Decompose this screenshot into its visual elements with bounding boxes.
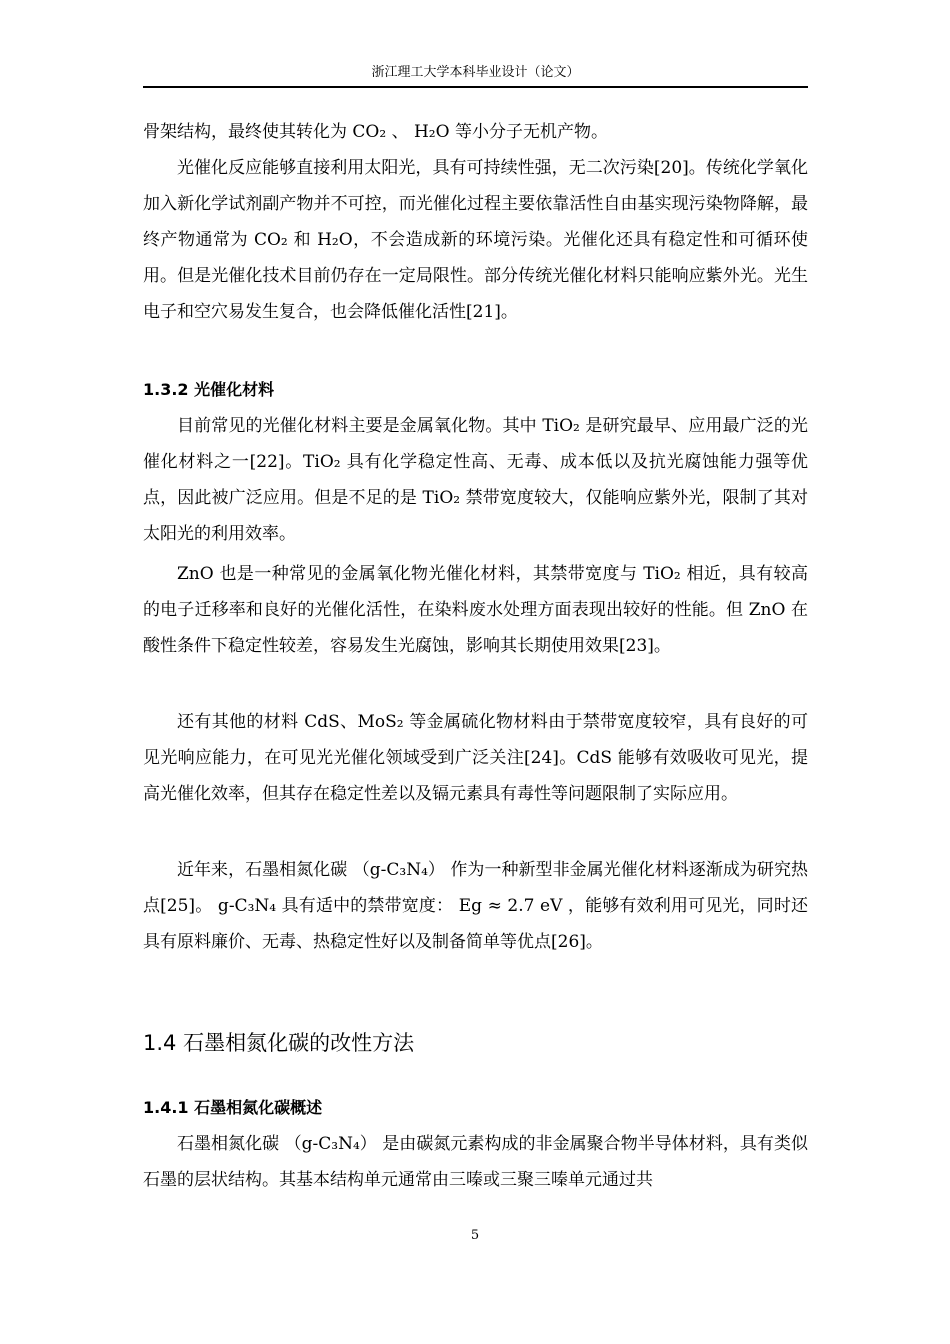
heading-1-4: 1.4 石墨相氮化碳的改性方法 (143, 1031, 415, 1055)
paragraph-zno: ZnO 也是一种常见的金属氧化物光催化材料，其禁带宽度与 TiO₂ 相近，具有较高的电子迁移率和良好的光催化活性，在染料废水处理方面表现出较好的性能。但 ZnO 在酸性条件下稳定性较差，容易发生光腐蚀，影响其长期使用效果[23]。 (143, 564, 808, 656)
heading-1-4-1: 1.4.1 石墨相氮化碳概述 (143, 1098, 323, 1117)
page-number: 5 (470, 1228, 480, 1243)
paragraph-gc3n4-overview: 石墨相氮化碳 （g-C₃N₄） 是由碳氮元素构成的非金属聚合物半导体材料，具有类似石墨的层状结构。其基本结构单元通常由三嗪或三聚三嗪单元通过共 (143, 1134, 808, 1190)
paragraph-gc3n4: 近年来，石墨相氮化碳 （g-C₃N₄） 作为一种新型非金属光催化材料逐渐成为研究热点[25]。 g-C₃N₄ 具有适中的禁带宽度： Eg ≈ 2.7 eV ，能够有效利用可见光，同时还具有原料廉价、无毒、热稳定性好以及制备简单等优点[26]。 (143, 860, 808, 952)
paragraph-tio2: 目前常见的光催化材料主要是金属氧化物。其中 TiO₂ 是研究最早、应用最广泛的光催化材料之一[22]。TiO₂ 具有化学稳定性高、无毒、成本低以及抗光腐蚀能力强等优点，因此被广泛应用。但是不足的是 TiO₂ 禁带宽度较大，仅能响应紫外光，限制了其对太阳光的利用效率。 (143, 416, 808, 544)
paragraph-photocatalysis-advantages: 光催化反应能够直接利用太阳光，具有可持续性强，无二次污染[20]。传统化学氧化加入新化学试剂副产物并不可控，而光催化过程主要依靠活性自由基实现污染物降解，最终产物通常为 CO₂ 和 H₂O，不会造成新的环境污染。光催化还具有稳定性和可循环使用。但是光催化技术目前仍存在一定局限性。部分传统光催化材料只能响应紫外光。光生电子和空穴易发生复合，也会降低催化活性[21]。 (143, 158, 808, 322)
paragraph-continuation: 骨架结构，最终使其转化为 CO₂ 、 H₂O 等小分子无机产物。 (143, 122, 608, 142)
page-header: 浙江理工大学本科毕业设计（论文） (143, 62, 808, 88)
paragraph-sulfides: 还有其他的材料 CdS、MoS₂ 等金属硫化物材料由于禁带宽度较窄，具有良好的可见光响应能力，在可见光光催化领域受到广泛关注[24]。CdS 能够有效吸收可见光，提高光催化效率，但其存在稳定性差以及镉元素具有毒性等问题限制了实际应用。 (143, 712, 808, 804)
heading-1-3-2: 1.3.2 光催化材料 (143, 380, 275, 399)
